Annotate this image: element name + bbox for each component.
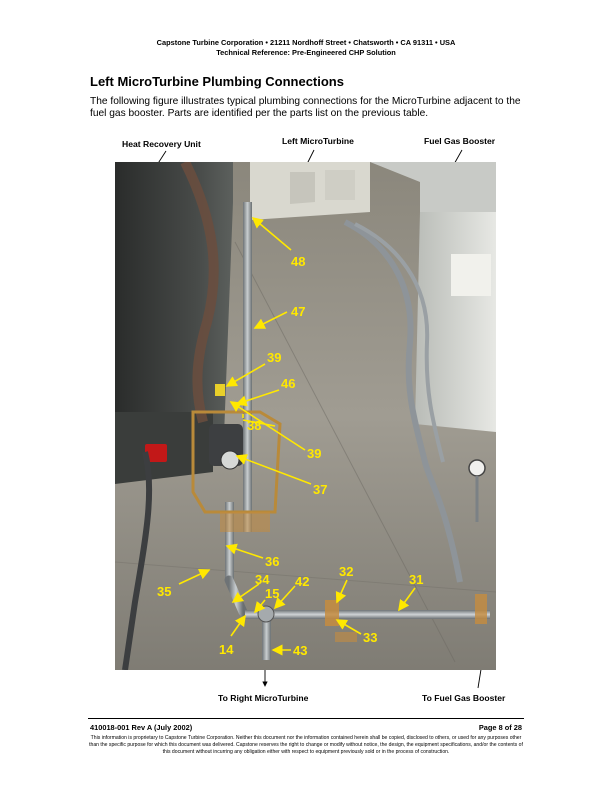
label-to-fuel-gas-booster: To Fuel Gas Booster <box>422 693 506 703</box>
section-title: Left MicroTurbine Plumbing Connections <box>90 74 344 89</box>
callout-36-label: 36 <box>265 554 280 569</box>
callout-15-label: 15 <box>265 586 280 601</box>
callout-48-label: 48 <box>291 254 306 269</box>
pressure-gauge <box>469 460 485 476</box>
callout-39b-label: 39 <box>307 446 322 461</box>
callout-39a-label: 39 <box>267 350 282 365</box>
callout-43-label: 43 <box>293 643 308 658</box>
footer-rule <box>88 718 524 719</box>
callout-46-label: 46 <box>281 376 296 391</box>
callout-37-label: 37 <box>313 482 328 497</box>
callout-35-label: 35 <box>157 584 172 599</box>
callout-31-label: 31 <box>409 572 424 587</box>
label-heat-recovery-unit: Heat Recovery Unit <box>122 139 201 149</box>
horizontal-gas-pipe <box>245 610 490 619</box>
callout-33-label: 33 <box>363 630 378 645</box>
section-intro: The following figure illustrates typical plumbing connections for the MicroTurbine adjacent to the fuel gas booster. Parts are identified per the parts list on the previous table. <box>90 96 521 119</box>
label-fuel-gas-booster: Fuel Gas Booster <box>424 136 496 146</box>
callout-14-label: 14 <box>219 642 234 657</box>
header-company-line: Capstone Turbine Corporation • 21211 Nordhoff Street • Chatsworth • CA 91311 • USA <box>156 38 456 47</box>
callout-38-label: 38 <box>247 418 262 433</box>
callout-42-label: 42 <box>295 574 310 589</box>
header-doc-title: Technical Reference: Pre-Engineered CHP Solution <box>216 48 396 57</box>
footer-doc-id: 410018-001 Rev A (July 2002) <box>90 723 193 732</box>
callout-47-label: 47 <box>291 304 306 319</box>
booster-label-plate <box>451 254 491 296</box>
vertical-gas-pipe <box>243 202 252 532</box>
label-to-right-microturbine: To Right MicroTurbine <box>218 693 309 703</box>
plumbing-photo <box>115 162 496 670</box>
footer-page-number: Page 8 of 28 <box>478 723 522 732</box>
callout-34-label: 34 <box>255 572 270 587</box>
label-left-microturbine: Left MicroTurbine <box>282 136 354 146</box>
footer-disclaimer: This information is proprietary to Capstone Turbine Corporation. Neither this document nor the information contained herein shall be copied, disclosed to others, or used for any purposes other than the specific purpose for which this document was delivered. Capstone reserves the right to change or modify without notice, the design, the equipment specifications, and/or the contents of this document without incurring any obligation either with respect to equipment previously sold or in the process of construction. <box>89 735 523 755</box>
callout-32-label: 32 <box>339 564 354 579</box>
